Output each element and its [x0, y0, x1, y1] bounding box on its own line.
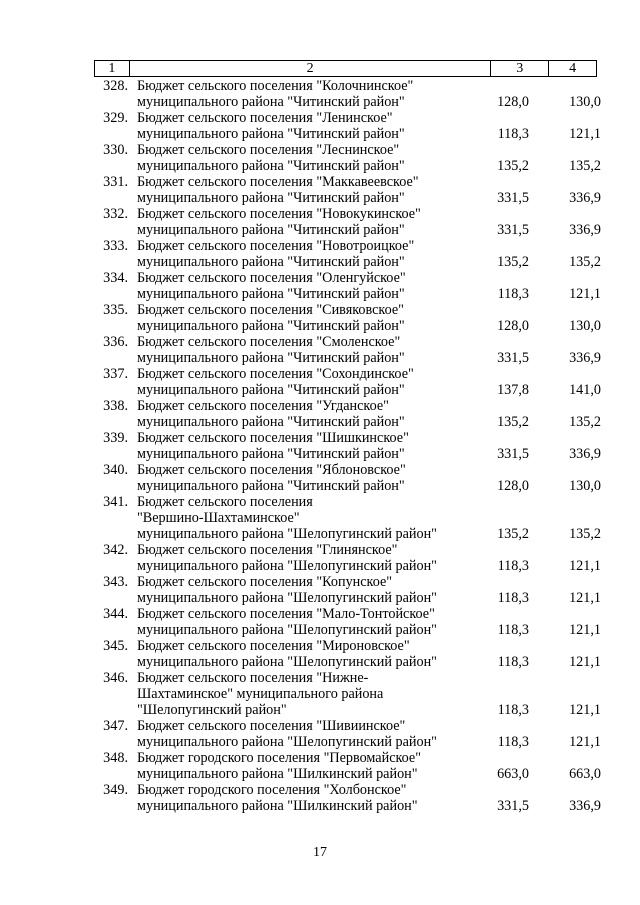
header-col-4: 4 [569, 61, 577, 76]
row-number: 331. [103, 174, 128, 190]
table-row [0, 366, 640, 398]
row-number: 339. [103, 430, 128, 446]
page-number: 17 [313, 845, 327, 860]
row-value-col3: 331,5 [497, 190, 529, 206]
row-description: Бюджет сельского поселения "Сохондинское" муниципального района "Читинский район" [137, 366, 414, 398]
row-description: Бюджет сельского поселения "Смоленское" муниципального района "Читинский район" [137, 334, 405, 366]
row-description: Бюджет сельского поселения "Маккавеевское" муниципального района "Читинский район" [137, 174, 419, 206]
row-description: Бюджет сельского поселения "Угданское" муниципального района "Читинский район" [137, 398, 405, 430]
table-row [0, 270, 640, 302]
row-description: Бюджет сельского поселения "Вершино-Шахтаминское" муниципального района "Шелопугинский район" [137, 494, 437, 542]
table-header [94, 60, 597, 77]
row-value-col3: 128,0 [497, 94, 529, 110]
row-number: 348. [103, 750, 128, 766]
row-value-col4: 663,0 [569, 766, 601, 782]
table-row [0, 574, 640, 606]
row-description: Бюджет сельского поселения "Яблоновское" муниципального района "Читинский район" [137, 462, 406, 494]
row-value-col4: 135,2 [569, 526, 601, 542]
row-value-col4: 121,1 [569, 558, 601, 574]
table-row [0, 110, 640, 142]
row-number: 344. [103, 606, 128, 622]
row-number: 337. [103, 366, 128, 382]
row-description: Бюджет сельского поселения "Ленинское" муниципального района "Читинский район" [137, 110, 405, 142]
row-value-col4: 336,9 [569, 798, 601, 814]
row-value-col4: 141,0 [569, 382, 601, 398]
row-value-col3: 135,2 [497, 254, 529, 270]
row-value-col3: 135,2 [497, 414, 529, 430]
row-value-col3: 118,3 [497, 286, 529, 302]
table-row [0, 430, 640, 462]
header-col-1: 1 [95, 61, 130, 76]
row-description: Бюджет сельского поселения "Новокукинское" муниципального района "Читинский район" [137, 206, 421, 238]
row-value-col3: 128,0 [497, 318, 529, 334]
row-number: 346. [103, 670, 128, 686]
table-row [0, 606, 640, 638]
row-description: Бюджет сельского поселения "Сивяковское" муниципального района "Читинский район" [137, 302, 405, 334]
row-description: Бюджет сельского поселения "Нижне- Шахтаминское" муниципального района "Шелопугинский район" [137, 670, 384, 718]
table-row [0, 750, 640, 782]
row-value-col4: 121,1 [569, 590, 601, 606]
row-description: Бюджет сельского поселения "Колочнинское" муниципального района "Читинский район" [137, 78, 414, 110]
row-value-col4: 121,1 [569, 734, 601, 750]
row-number: 340. [103, 462, 128, 478]
header-col-2: 2 [130, 61, 492, 76]
table-row [0, 638, 640, 670]
row-value-col3: 118,3 [497, 734, 529, 750]
row-value-col3: 128,0 [497, 478, 529, 494]
row-number: 334. [103, 270, 128, 286]
row-value-col4: 336,9 [569, 350, 601, 366]
row-value-col3: 331,5 [497, 798, 529, 814]
row-value-col3: 118,3 [497, 558, 529, 574]
row-number: 347. [103, 718, 128, 734]
row-value-col4: 121,1 [569, 126, 601, 142]
row-value-col3: 137,8 [497, 382, 529, 398]
row-value-col3: 118,3 [497, 654, 529, 670]
row-value-col3: 118,3 [497, 702, 529, 718]
row-value-col3: 118,3 [497, 622, 529, 638]
row-number: 332. [103, 206, 128, 222]
row-value-col4: 130,0 [569, 318, 601, 334]
row-number: 328. [103, 78, 128, 94]
row-value-col3: 118,3 [497, 590, 529, 606]
row-description: Бюджет сельского поселения "Оленгуйское" муниципального района "Читинский район" [137, 270, 406, 302]
row-number: 329. [103, 110, 128, 126]
table-row [0, 670, 640, 718]
row-value-col3: 331,5 [497, 350, 529, 366]
row-value-col4: 336,9 [569, 222, 601, 238]
row-number: 333. [103, 238, 128, 254]
row-number: 330. [103, 142, 128, 158]
row-number: 343. [103, 574, 128, 590]
row-value-col4: 121,1 [569, 654, 601, 670]
table-row [0, 142, 640, 174]
row-number: 345. [103, 638, 128, 654]
row-number: 336. [103, 334, 128, 350]
table-row [0, 782, 640, 814]
row-value-col4: 336,9 [569, 190, 601, 206]
row-value-col4: 130,0 [569, 94, 601, 110]
table-row [0, 174, 640, 206]
row-description: Бюджет сельского поселения "Шишкинское" муниципального района "Читинский район" [137, 430, 409, 462]
row-value-col3: 331,5 [497, 222, 529, 238]
row-number: 342. [103, 542, 128, 558]
table-row [0, 206, 640, 238]
header-col-3: 3 [491, 61, 549, 76]
table-row [0, 718, 640, 750]
row-description: Бюджет сельского поселения "Мало-Тонтойское" муниципального района "Шелопугинский район" [137, 606, 437, 638]
row-description: Бюджет сельского поселения "Копунское" муниципального района "Шелопугинский район" [137, 574, 437, 606]
table-row [0, 238, 640, 270]
row-value-col3: 331,5 [497, 446, 529, 462]
row-value-col4: 336,9 [569, 446, 601, 462]
row-value-col4: 121,1 [569, 286, 601, 302]
table-row [0, 462, 640, 494]
row-value-col4: 121,1 [569, 622, 601, 638]
table-row [0, 542, 640, 574]
row-description: Бюджет городского поселения "Холбонское" муниципального района "Шилкинский район" [137, 782, 418, 814]
row-description: Бюджет сельского поселения "Мироновское" муниципального района "Шелопугинский район" [137, 638, 437, 670]
row-value-col4: 135,2 [569, 158, 601, 174]
row-value-col4: 121,1 [569, 702, 601, 718]
row-value-col3: 663,0 [497, 766, 529, 782]
row-description: Бюджет сельского поселения "Глинянское" муниципального района "Шелопугинский район" [137, 542, 437, 574]
table-row [0, 78, 640, 110]
row-number: 349. [103, 782, 128, 798]
row-number: 335. [103, 302, 128, 318]
table-row [0, 494, 640, 542]
row-value-col3: 135,2 [497, 526, 529, 542]
row-number: 341. [103, 494, 128, 510]
row-value-col3: 135,2 [497, 158, 529, 174]
row-value-col3: 118,3 [497, 126, 529, 142]
row-description: Бюджет городского поселения "Первомайское" муниципального района "Шилкинский район" [137, 750, 422, 782]
table-row [0, 302, 640, 334]
table-body [0, 78, 640, 814]
row-description: Бюджет сельского поселения "Новотроицкое" муниципального района "Читинский район" [137, 238, 415, 270]
row-number: 338. [103, 398, 128, 414]
table-row [0, 398, 640, 430]
row-description: Бюджет сельского поселения "Леснинское" муниципального района "Читинский район" [137, 142, 405, 174]
row-value-col4: 135,2 [569, 414, 601, 430]
table-row [0, 334, 640, 366]
row-description: Бюджет сельского поселения "Шивиинское" муниципального района "Шелопугинский район" [137, 718, 437, 750]
row-value-col4: 130,0 [569, 478, 601, 494]
row-value-col4: 135,2 [569, 254, 601, 270]
